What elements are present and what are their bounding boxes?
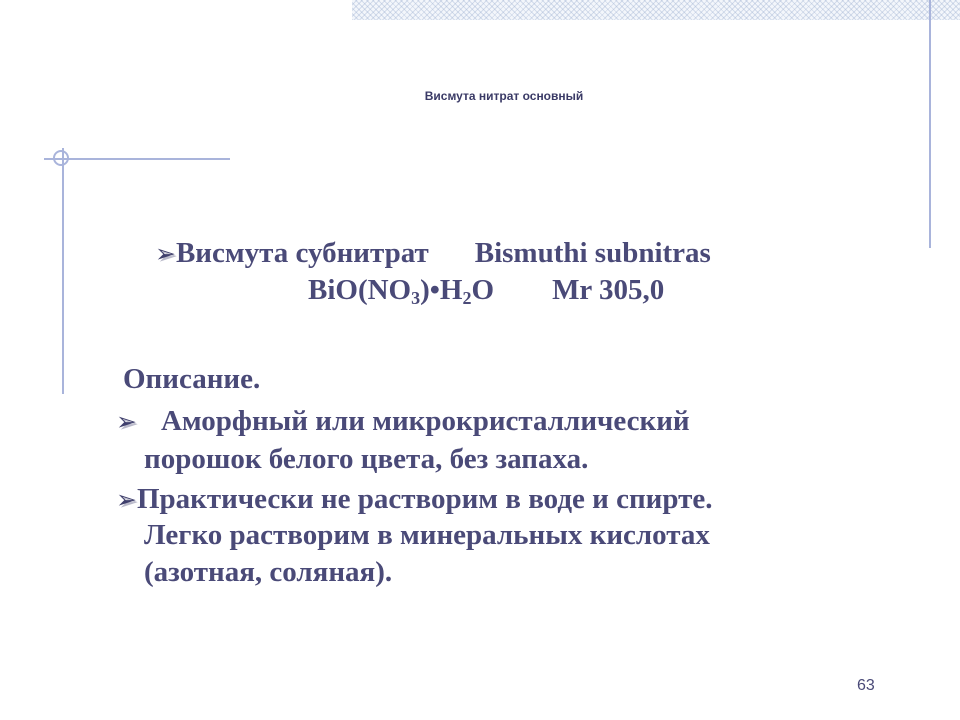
arrow-bullet-icon: ➢ xyxy=(155,239,176,268)
compound-name-lat: Bismuthi subnitras xyxy=(474,237,711,269)
formula-line xyxy=(308,273,664,307)
compound-name-ru: Висмута субнитрат xyxy=(175,237,429,269)
compound-name-line xyxy=(155,236,711,271)
bullet-item-1-line-2: порошок белого цвета, без запаха. xyxy=(144,443,589,475)
arrow-bullet-icon: ➢ xyxy=(116,407,137,436)
decorative-vertical-line-left xyxy=(62,148,64,394)
decorative-vertical-line-right xyxy=(929,0,931,248)
slide-title: Висмута нитрат основный xyxy=(424,89,584,103)
decorative-horizontal-line xyxy=(44,158,230,160)
molar-mass: Mr 305,0 xyxy=(552,274,665,306)
bullet-item-2-line-2: Легко растворим в минеральных кислотах xyxy=(144,519,710,551)
decorative-pattern-band xyxy=(352,0,960,20)
page-number: 63 xyxy=(857,677,875,694)
bullet-item-2-line-1: ➢Практически не растворим в воде и спирте. xyxy=(116,483,713,515)
section-heading: Описание. xyxy=(123,363,261,395)
bullet-item-2-line-3: (азотная, соляная). xyxy=(144,556,393,588)
arrow-bullet-icon: ➢ xyxy=(116,485,137,514)
decorative-ring-icon xyxy=(53,150,69,166)
bullet-item-1-line-1: ➢ Аморфный или микрокристаллический xyxy=(116,405,690,437)
chemical-formula: $BiO(NO_3)•H_2O$ xyxy=(308,274,495,308)
